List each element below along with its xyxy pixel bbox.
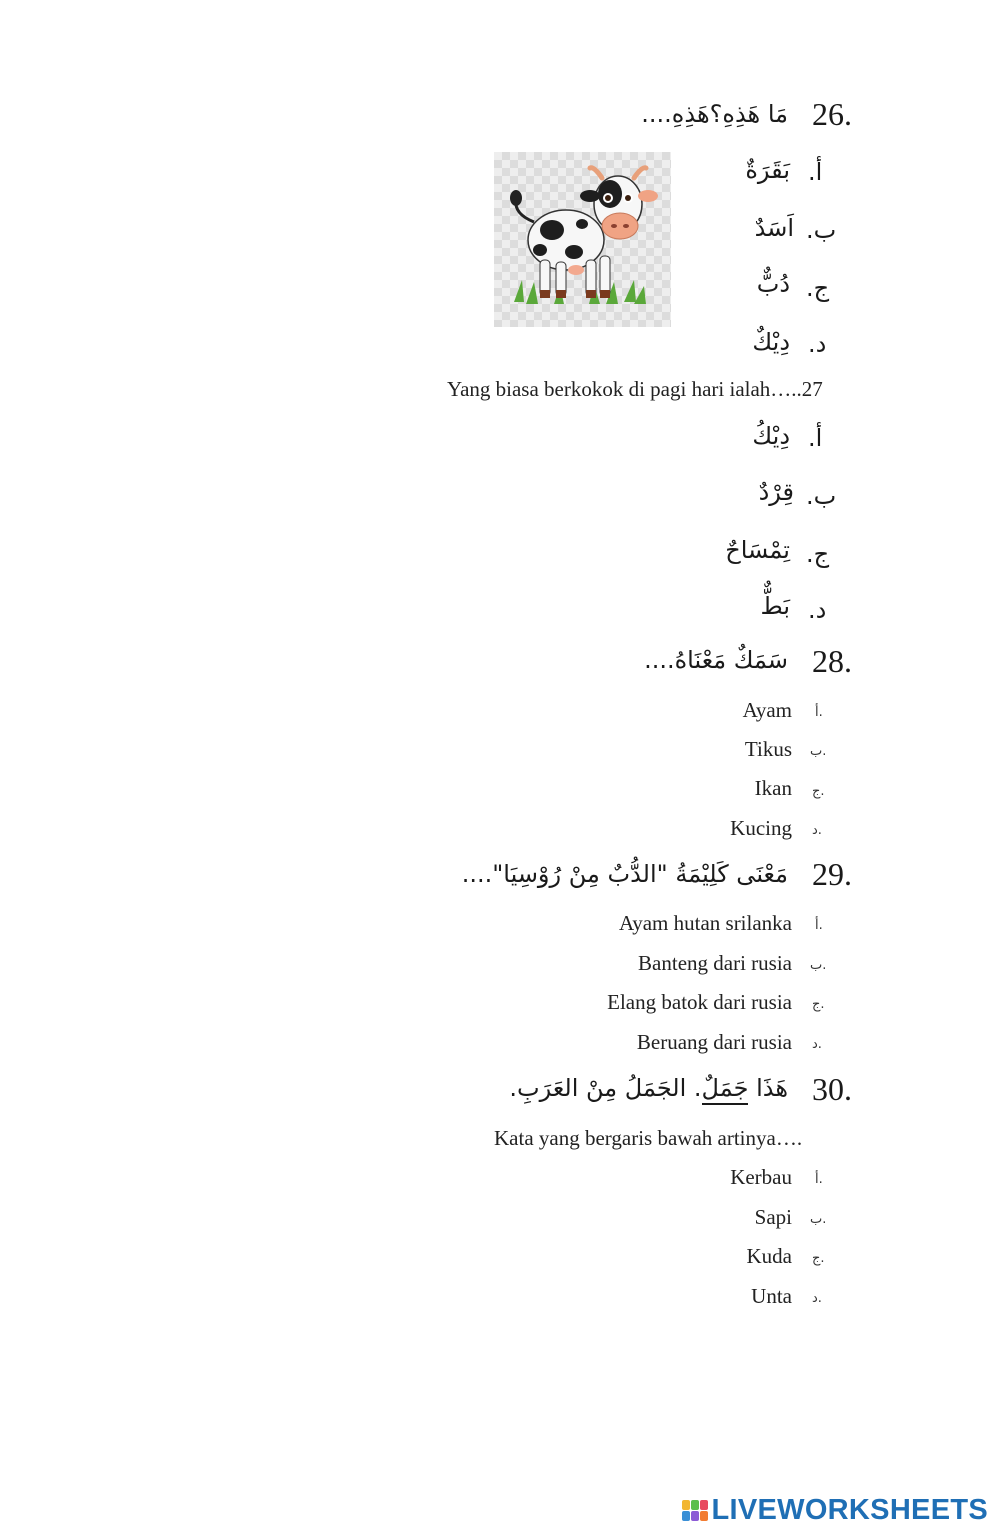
- q26-option-b-letter: ب.: [806, 216, 837, 244]
- q28-option-b-letter: ب.: [810, 744, 827, 759]
- question-30-text: [509, 1074, 788, 1102]
- cow-icon: [494, 152, 671, 327]
- question-27-text: Yang biasa berkokok di pagi hari ialah…..27: [447, 377, 823, 401]
- q28-option-c-letter: ج.: [812, 784, 825, 799]
- question-30-prompt: Kata yang bergaris bawah artinya….: [494, 1126, 803, 1150]
- q30-option-d-text[interactable]: Unta: [751, 1284, 792, 1308]
- q30-option-c-letter: ج.: [812, 1251, 825, 1266]
- q26-option-a-letter: أ.: [808, 158, 823, 186]
- q30-option-a-letter: أ.: [815, 1172, 823, 1187]
- q29-option-b-text[interactable]: Banteng dari rusia: [638, 951, 792, 975]
- q28-option-d-text[interactable]: Kucing: [730, 816, 792, 840]
- q29-option-a-text[interactable]: Ayam hutan srilanka: [618, 911, 792, 935]
- q26-option-d-text[interactable]: دِيْكٌ: [752, 328, 790, 356]
- logo-text: LIVEWORKSHEETS: [711, 1494, 988, 1526]
- q28-option-b-text[interactable]: Tikus: [744, 737, 792, 761]
- question-29-number: 29.: [812, 856, 852, 892]
- q29-option-d-text[interactable]: Beruang dari rusia: [636, 1030, 792, 1054]
- logo-grid-icon: [682, 1500, 708, 1521]
- q29-option-c-text[interactable]: Elang batok dari rusia: [607, 990, 792, 1014]
- q30-option-d-letter: د.: [812, 1291, 822, 1306]
- q26-option-c-text[interactable]: دُبٌّ: [756, 270, 790, 298]
- q28-option-a-text[interactable]: Ayam: [742, 698, 792, 722]
- question-30-number: 30.: [812, 1071, 852, 1107]
- q27-option-c-letter: ج.: [806, 540, 830, 568]
- q30-option-c-text[interactable]: Kuda: [746, 1244, 792, 1268]
- liveworksheets-logo[interactable]: [682, 1494, 989, 1527]
- q28-option-d-letter: د.: [812, 823, 822, 838]
- cow-image: [494, 152, 671, 327]
- q30-option-b-letter: ب.: [810, 1212, 827, 1227]
- q26-option-b-text[interactable]: اَسَدٌ: [754, 214, 794, 242]
- q26-option-d-letter: د.: [808, 330, 827, 358]
- q28-option-a-letter: أ.: [815, 705, 823, 720]
- q28-option-c-text[interactable]: Ikan: [754, 776, 792, 800]
- q29-option-a-letter: أ.: [815, 918, 823, 933]
- q30-underlined-word: جَمَلٌ: [702, 1074, 749, 1105]
- q26-option-a-text[interactable]: بَقَرَةٌ: [745, 156, 790, 184]
- q26-option-c-letter: ج.: [806, 274, 830, 302]
- q29-option-d-letter: د.: [812, 1037, 822, 1052]
- q30-text-part1: هَذَا: [756, 1074, 788, 1102]
- q27-option-a-letter: أ.: [808, 424, 823, 452]
- q27-option-d-text[interactable]: بَطٌّ: [760, 592, 790, 620]
- q27-option-a-text[interactable]: دِيْكُ: [752, 422, 790, 450]
- question-28-number: 28.: [812, 643, 852, 679]
- q27-option-c-text[interactable]: تِمْسَاحٌ: [725, 536, 790, 564]
- q30-text-part2: . الجَمَلُ مِنْ العَرَبِ.: [509, 1074, 702, 1102]
- q27-option-b-text[interactable]: قِرْدٌ: [758, 478, 794, 506]
- question-26-number: 26.: [812, 96, 852, 132]
- question-26-text: مَا هَذِهِ؟هَذِهِ....: [641, 100, 788, 128]
- question-29-text: مَعْنَى كَلِيْمَةُ "الدُّبٌ مِنْ رُوْسِيَا"....: [461, 860, 788, 888]
- q30-option-b-text[interactable]: Sapi: [754, 1205, 792, 1229]
- question-28-text: سَمَكٌ مَعْنَاهُ....: [644, 646, 788, 674]
- q27-option-d-letter: د.: [808, 596, 827, 624]
- q27-option-b-letter: ب.: [806, 482, 837, 510]
- q30-option-a-text[interactable]: Kerbau: [730, 1165, 792, 1189]
- q29-option-c-letter: ج.: [812, 997, 825, 1012]
- q29-option-b-letter: ب.: [810, 958, 827, 973]
